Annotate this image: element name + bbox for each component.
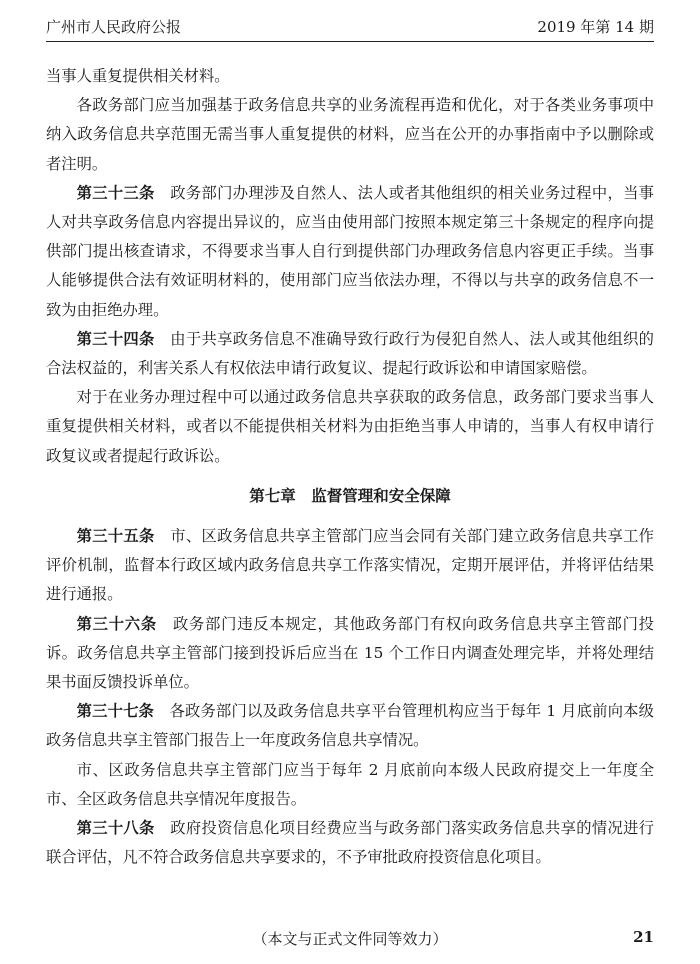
chapter-heading: 第七章 监督管理和安全保障 (249, 485, 451, 505)
page-header (46, 14, 654, 42)
paragraph-text: 市、区政务信息共享主管部门应当于每年 2 月底前向本级人民政府提交上一年度全市、全区政务信息共享情况年度报告。 (46, 760, 654, 808)
paragraph (46, 325, 654, 383)
article-label: 第三十六条 (76, 614, 157, 633)
paragraph-text: 各政务部门应当加强基于政务信息共享的业务流程再造和优化，对于各类业务事项中纳入政务信息共享范围无需当事人重复提供的材料，应当在公开的办事指南中予以删除或者注明。 (46, 96, 654, 173)
paragraph-text: 政务部门办理涉及自然人、法人或者其他组织的相关业务过程中，当事人对共享政务信息内容提出异议的，应当由使用部门按照本规定第三十条规定的程序向提供部门提出核查请求，不得要求当事人自行到提供部门办理政务信息内容更正手续。当事人能够提供合法有效证明材料的，使用部门应当依法办理，不得以与共享的政务信息不一致为由拒绝办理。 (46, 183, 654, 319)
paragraph-text: 对于在业务办理过程中可以通过政务信息共享获取的政务信息，政务部门要求当事人重复提供相关材料，或者以不能提供相关材料为由拒绝当事人申请的，当事人有权申请行政复议或者提起行政诉讼。 (46, 388, 654, 465)
paragraph (46, 62, 654, 91)
article-label: 第三十三条 (76, 183, 155, 202)
article-label: 第三十八条 (76, 819, 155, 838)
page-footer (46, 928, 654, 952)
document-body (46, 62, 654, 872)
paragraph (46, 814, 654, 872)
paragraph-text: 由于共享政务信息不准确导致行政行为侵犯自然人、法人或其他组织的合法权益的，利害关系人有权依法申请行政复议、提起行政诉讼和申请国家赔偿。 (46, 329, 654, 378)
paragraph-text: 政务部门违反本规定，其他政务部门有权向政务信息共享主管部门投诉。政务信息共享主管部门接到投诉后应当在 15 个工作日内调查处理完毕，并将处理结果书面反馈投诉单位。 (46, 614, 654, 692)
paragraph (46, 610, 654, 698)
paragraph (46, 91, 654, 179)
article-label: 第三十五条 (76, 527, 155, 546)
publication-title: 广州市人民政府公报 (46, 18, 182, 36)
page-number: 21 (633, 928, 654, 946)
paragraph (46, 522, 654, 610)
section-before-chapter (46, 62, 654, 471)
article-label: 第三十四条 (76, 329, 155, 348)
paragraph (46, 383, 654, 471)
issue-number: 2019 年第 14 期 (537, 18, 654, 36)
paragraph (46, 697, 654, 755)
section-chapter-seven (46, 522, 654, 872)
article-label: 第三十七条 (76, 702, 155, 721)
paragraph-text: 政府投资信息化项目经费应当与政务部门落实政务信息共享的情况进行联合评估，凡不符合政务信息共享要求的，不予审批政府投资信息化项目。 (46, 819, 654, 867)
paragraph-text: 各政务部门以及政务信息共享平台管理机构应当于每年 1 月底前向本级政务信息共享主管部门报告上一年度政务信息共享情况。 (46, 702, 654, 750)
paragraph (46, 179, 654, 325)
validity-note: （本文与正式文件同等效力） (252, 930, 448, 948)
paragraph (46, 756, 654, 814)
paragraph-text: 市、区政务信息共享主管部门应当会同有关部门建立政务信息共享工作评价机制，监督本行政区域内政务信息共享工作落实情况，定期开展评估，并将评估结果进行通报。 (46, 527, 654, 604)
paragraph-text: 当事人重复提供相关材料。 (46, 67, 230, 85)
